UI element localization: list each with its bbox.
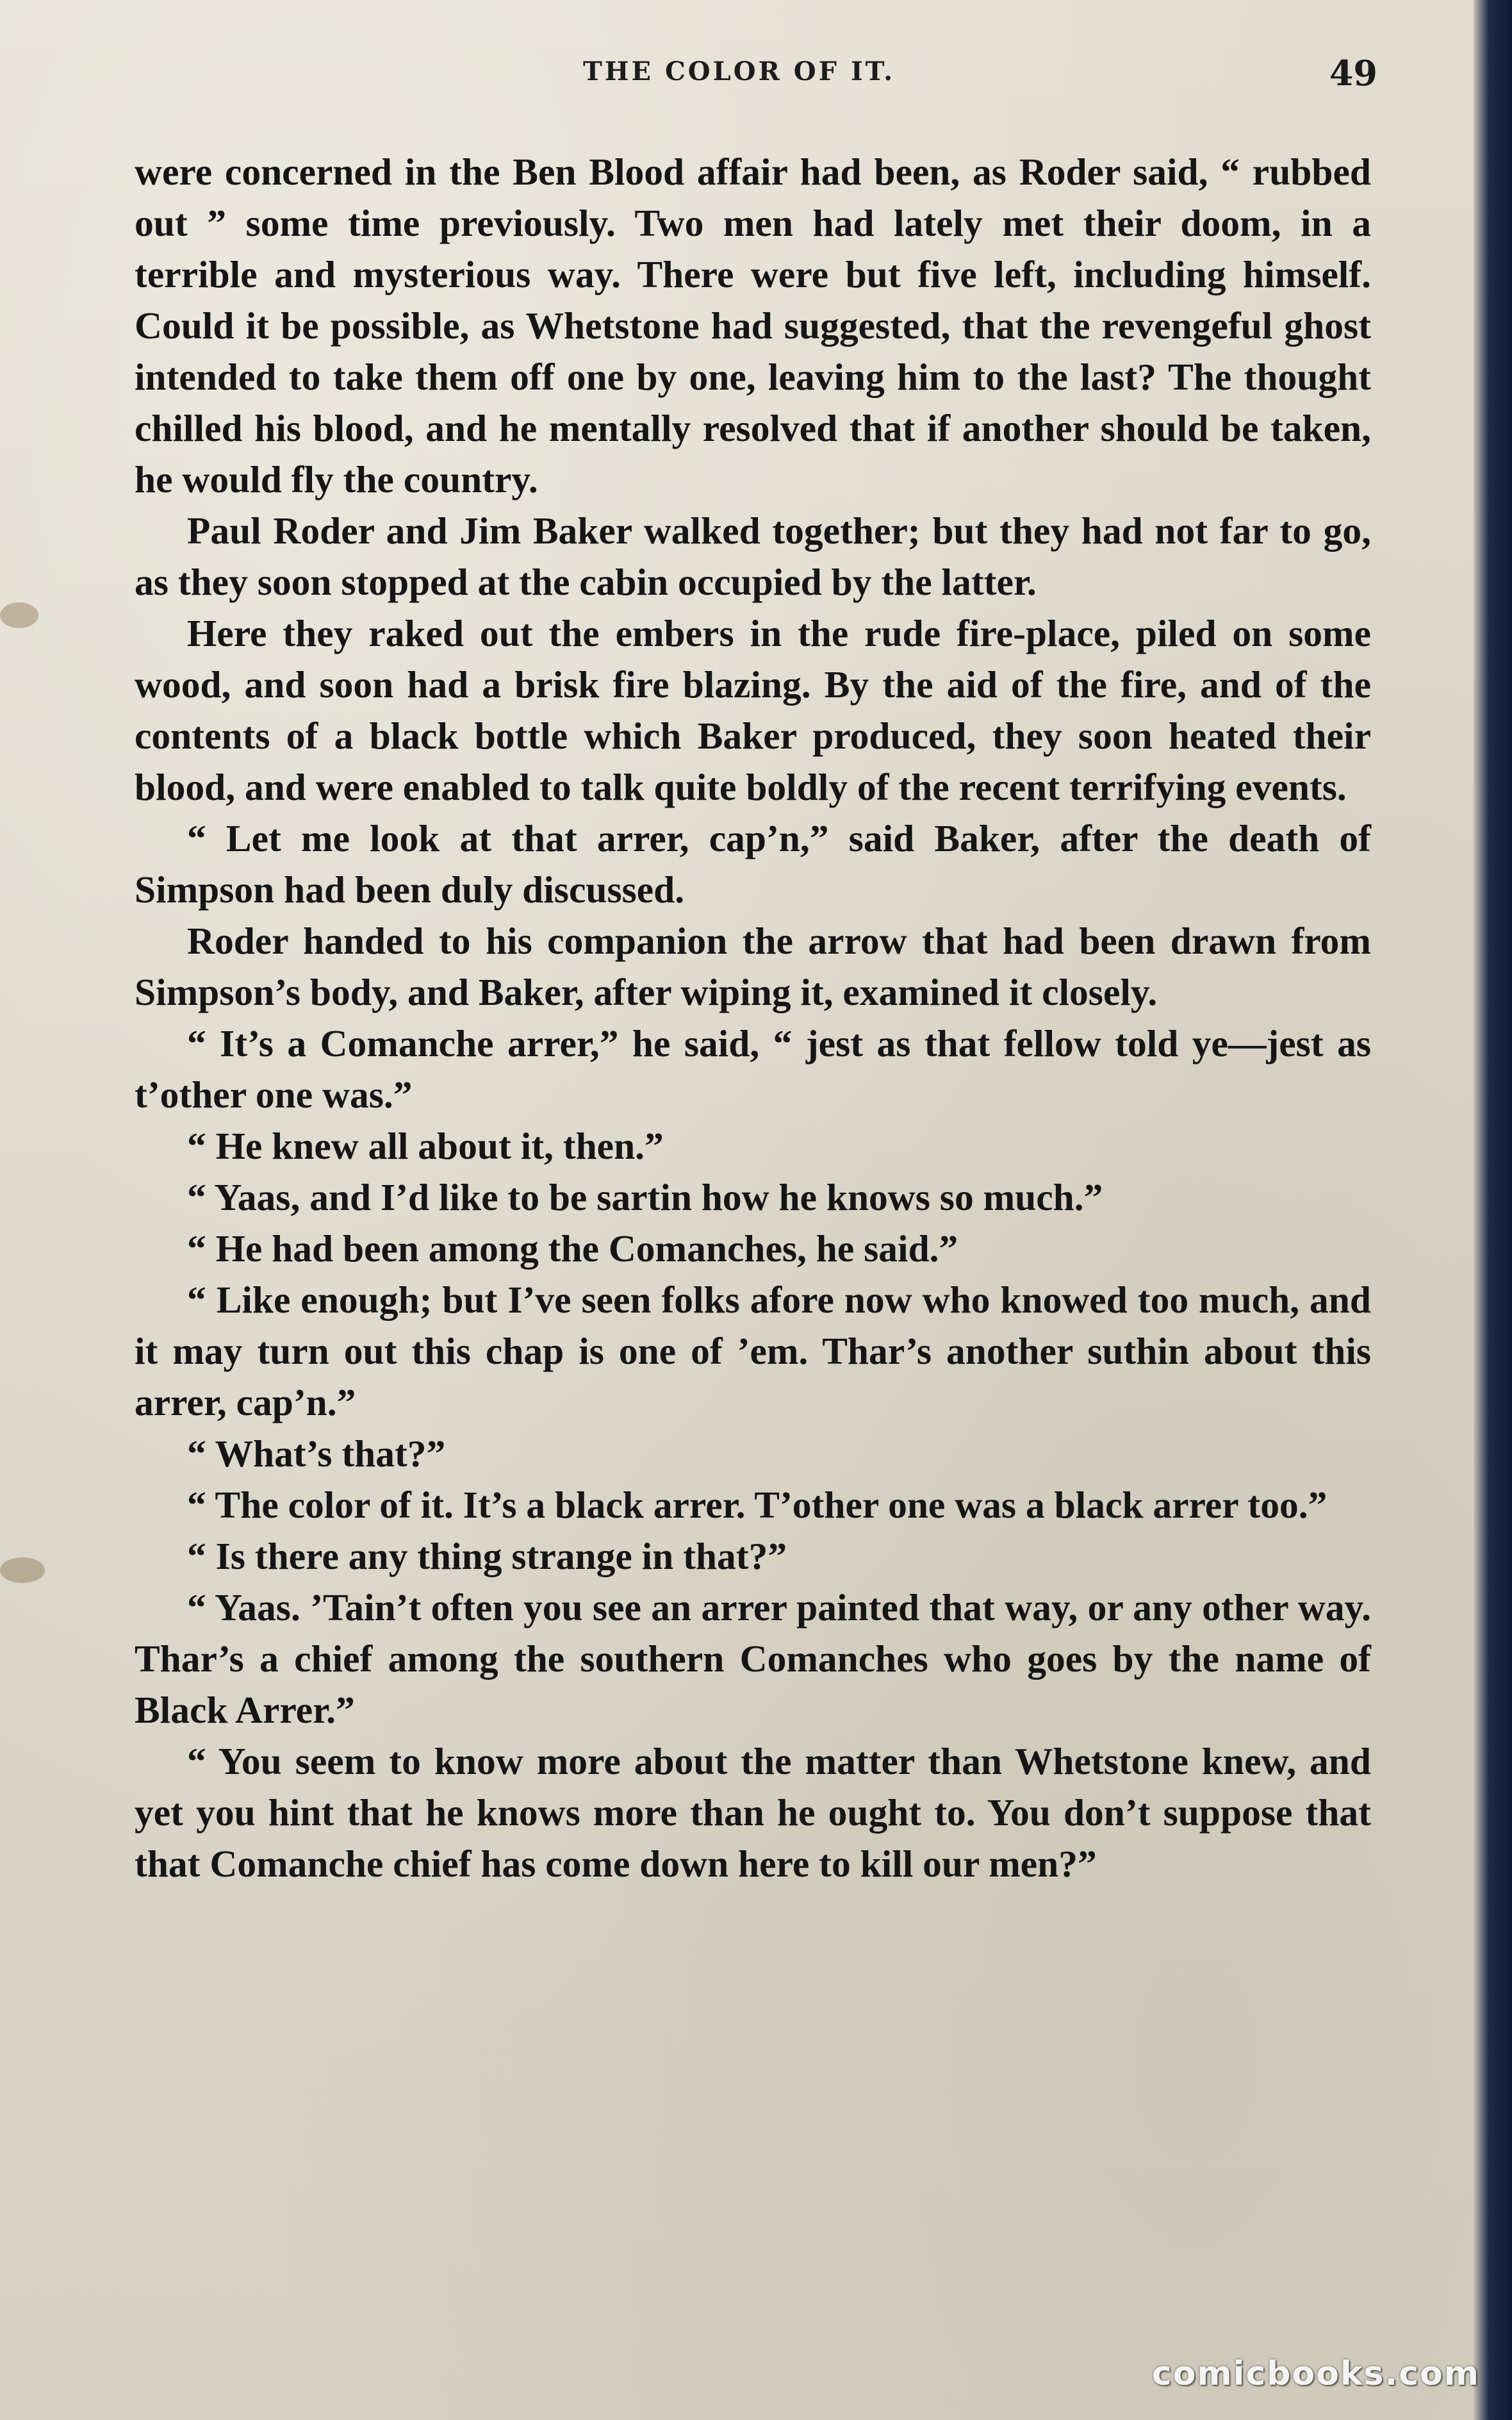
watermark: comicbooks.com — [1151, 2355, 1480, 2393]
running-head: THE COLOR OF IT. — [583, 56, 896, 87]
page-header — [135, 53, 1377, 101]
page-edge — [1474, 0, 1512, 2420]
paragraph: “ Let me look at that arrer, cap’n,” said Baker, after the death of Simpson had been duly discussed. — [135, 817, 1371, 911]
paragraph: “ Yaas. ’Tain’t often you see an arrer painted that way, or any other way. Thar’s a chief among the southern Comanches who goes by the name of Black Arrer.” — [135, 1586, 1371, 1731]
paragraph: Paul Roder and Jim Baker walked together; but they had not far to go, as they soon stopped at the cabin occupied by the latter. — [135, 510, 1371, 603]
paragraph: were concerned in the Ben Blood affair had been, as Roder said, “ rubbed out ” some time previously. Two men had lately met their doom, in a terrible and mysterious way. There were but five left, including himself. Could it be possible, as Whetstone had suggested, that the revengeful ghost intended to take them off one by one, leaving him to the last? The thought chilled his blood, and he mentally resolved that if another should be taken, he would fly the country. — [135, 151, 1371, 501]
paper-stain — [0, 602, 38, 628]
paragraph: Roder handed to his companion the arrow that had been drawn from Simpson’s body, and Baker, after wiping it, examined it closely. — [135, 920, 1371, 1013]
paragraph: “ Like enough; but I’ve seen folks afore now who knowed too much, and it may turn out this chap is one of ’em. Thar’s another suthin about this arrer, cap’n.” — [135, 1279, 1371, 1423]
paragraph: “ He knew all about it, then.” — [187, 1125, 664, 1167]
paragraph: “ What’s that?” — [187, 1432, 446, 1475]
paragraph: “ It’s a Comanche arrer,” he said, “ jest as that fellow told ye—jest as t’other one was.” — [135, 1022, 1371, 1116]
page-number: 49 — [1329, 53, 1377, 94]
paragraph: Here they raked out the embers in the rude fire-place, piled on some wood, and soon had a brisk fire blazing. By the aid of the fire, and of the contents of a black bottle which Baker produced, they soon heated their blood, and were enabled to talk quite boldly of the recent terrifying events. — [135, 612, 1371, 808]
paragraph: “ You seem to know more about the matter than Whetstone knew, and yet you hint that he knows more than he ought to. You don’t suppose that that Comanche chief has come down here to kill our men?” — [135, 1740, 1371, 1885]
page-body — [135, 146, 1371, 1889]
paper-stain — [0, 1557, 45, 1583]
paragraph: “ Is there any thing strange in that?” — [187, 1535, 787, 1577]
paragraph: “ He had been among the Comanches, he said.” — [187, 1227, 958, 1270]
paragraph: “ The color of it. It’s a black arrer. T’other one was a black arrer too.” — [187, 1484, 1327, 1526]
paragraph: “ Yaas, and I’d like to be sartin how he knows so much.” — [187, 1176, 1103, 1218]
